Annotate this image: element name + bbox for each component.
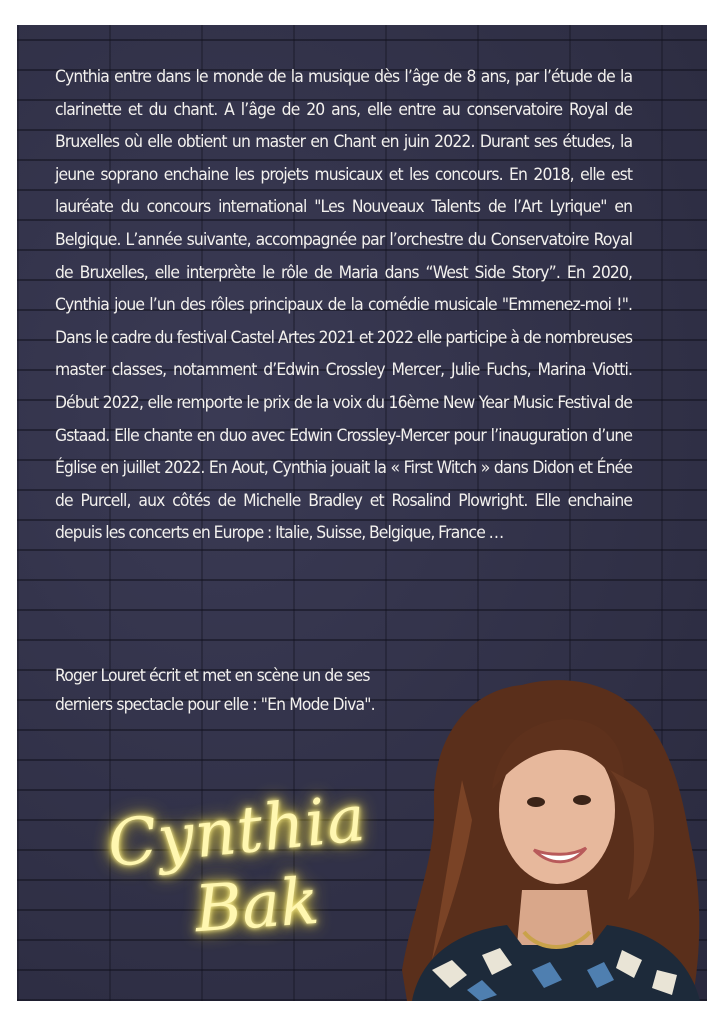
portrait-photo bbox=[372, 670, 707, 1001]
neon-name-sign bbox=[77, 781, 397, 975]
biography-text: Cynthia entre dans le monde de la musique dès l’âge de 8 ans, par l’étude de la clarinette et du chant. A l’âge de 20 ans, elle entre au conservatoire Royal de Bruxelles où elle obtient un master en Chant en juin 2022. Durant ses études, la jeune soprano enchaine les projets musicaux et les concours. En 2018, elle est lauréate du concours international "Les Nouveaux Talents de l’Art Lyrique" en Belgique. L’année suivante, accompagnée par l’orchestre du Conservatoire Royal de Bruxelles, elle interprète le rôle de Maria dans “West Side Story”. En 2020, Cynthia joue l’un des rôles principaux de la comédie musicale "Emmenez-moi !". Dans le cadre du festival Castel Artes 2021 et 2022 elle participe à de nombreuses master classes, notamment d’Edwin Crossley Mercer, Julie Fuchs, Marina Viotti. Début 2022, elle remporte le prix de la voix du 16ème New Year Music Festival de Gstaad. Elle chante en duo avec Edwin Crossley-Mercer pour l’inauguration d’une Église en juillet 2022. En Aout, Cynthia jouait la « First Witch » dans Didon et Énée de Purcell, aux côtés de Michelle Bradley et Rosalind Plowright. Elle enchaine depuis les concerts en Europe : Italie, Suisse, Belgique, France … bbox=[55, 67, 633, 543]
neon-last-name: Bak bbox=[192, 864, 322, 948]
portrait-eye-left bbox=[527, 797, 545, 807]
show-note-text: Roger Louret écrit et met en scène un de ses derniers spectacle pour elle : "En Mode Diva". bbox=[55, 666, 375, 714]
portrait-eye-right bbox=[573, 795, 591, 805]
neon-first-name: Cynthia bbox=[104, 781, 370, 883]
poster bbox=[17, 25, 707, 1001]
